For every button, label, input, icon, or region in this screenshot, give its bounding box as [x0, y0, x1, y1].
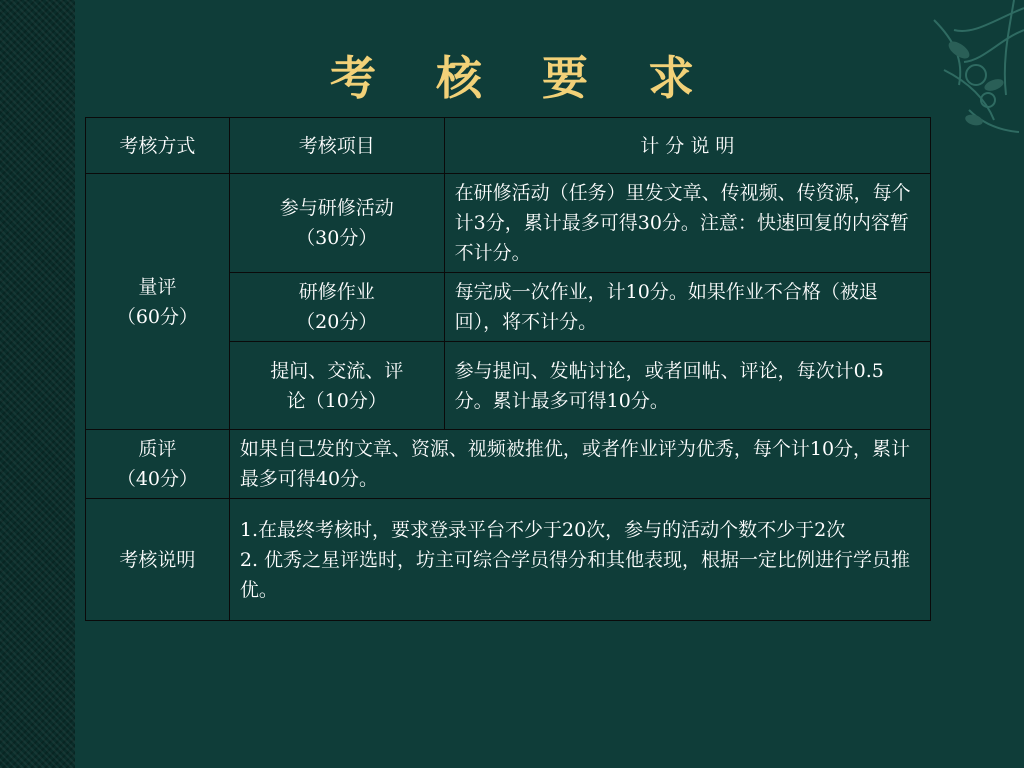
- item-line2: （30分）: [296, 227, 378, 249]
- item-cell: [229, 174, 444, 273]
- notes-cell: [229, 499, 930, 621]
- item-line2: 论（10分）: [286, 389, 387, 412]
- item-cell: [229, 273, 444, 342]
- qual-label-line1: 质评: [138, 438, 177, 460]
- qual-explain-cell: 如果自己发的文章、资源、视频被推优，或者作业评为优秀，每个计10分，累计最多可得40分。: [229, 430, 930, 499]
- header-item: 考核项目: [229, 118, 444, 174]
- header-explain: 计 分 说 明: [444, 118, 930, 174]
- decorative-left-band: [0, 0, 75, 768]
- explain-cell: 在研修活动（任务）里发文章、传视频、传资源，每个计3分，累计最多可得30分。注意：快速回复的内容暂不计分。: [444, 174, 930, 273]
- quant-label-line2: （60分）: [116, 305, 199, 328]
- table-row: [86, 430, 931, 499]
- explain-cell: 参与提问、发帖讨论，或者回帖、评论，每次计0.5分。累计最多可得10分。: [444, 342, 930, 430]
- notes-line2: 2. 优秀之星评选时，坊主可综合学员得分和其他表现，根据一定比例进行学员推优。: [239, 548, 911, 601]
- qual-label-line2: （40分）: [116, 468, 199, 490]
- page-title: 考 核 要 求: [329, 51, 717, 105]
- table-row: [86, 174, 931, 273]
- quant-label-cell: [86, 174, 230, 430]
- header-method: 考核方式: [86, 118, 230, 174]
- item-line1: 参与研修活动: [279, 197, 394, 219]
- explain-cell: 每完成一次作业，计10分。如果作业不合格（被退回），将不计分。: [444, 273, 930, 342]
- notes-line1: 1.在最终考核时，要求登录平台不少于20次，参与的活动个数不少于2次: [239, 518, 846, 541]
- item-line1: 提问、交流、评: [270, 359, 404, 382]
- table-header-row: [86, 118, 931, 174]
- notes-label-cell: 考核说明: [86, 499, 230, 621]
- qual-label-cell: [86, 430, 230, 499]
- item-line2: （20分）: [296, 311, 378, 333]
- item-cell: [229, 342, 444, 430]
- quant-label-line1: 量评: [138, 275, 177, 298]
- assessment-table: [85, 117, 931, 621]
- table-row: [86, 499, 931, 621]
- item-line1: 研修作业: [298, 281, 375, 303]
